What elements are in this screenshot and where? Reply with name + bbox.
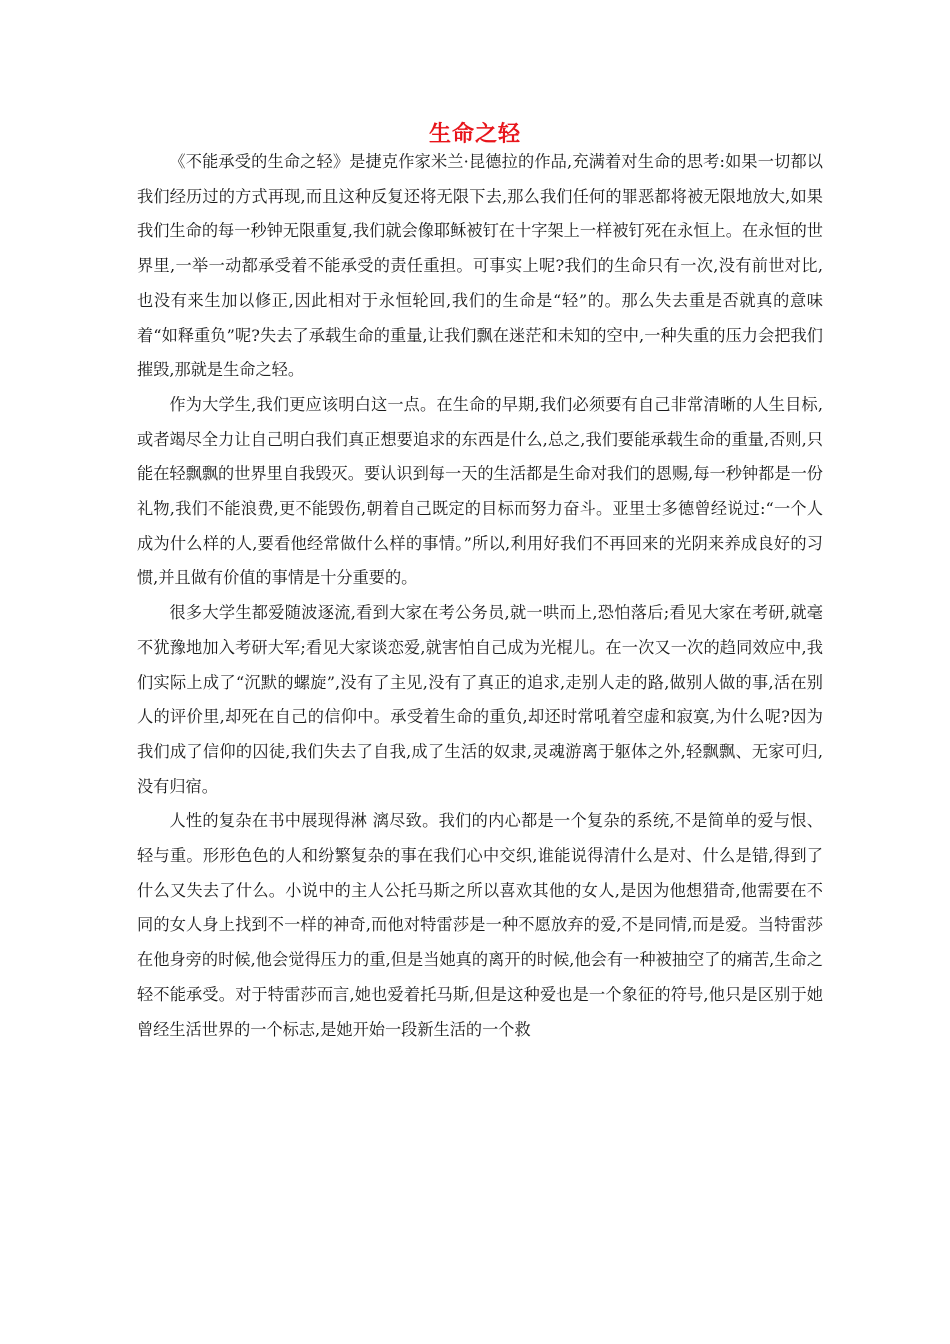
document-body [137, 145, 823, 1047]
paragraph-1: 《不能承受的生命之轻》是捷克作家米兰·昆德拉的作品,充满着对生命的思考:如果一切都以我们经历过的方式再现,而且这种反复还将无限下去,那么我们任何的罪恶都将被无限地放大,如果我们生命的每一秒钟无限重复,我们就会像耶稣被钉在十字架上一样被钉死在永恒上。在永恒的世界里,一举一动都承受着不能承受的责任重担。可事实上呢?我们的生命只有一次,没有前世对比,也没有来生加以修正,因此相对于永恒轮回,我们的生命是“轻”的。那么失去重是否就真的意味着“如释重负”呢?失去了承载生命的重量,让我们飘在迷茫和未知的空中,一种失重的压力会把我们摧毁,那就是生命之轻。 [137, 152, 823, 380]
paragraph-3: 很多大学生都爱随波逐流,看到大家在考公务员,就一哄而上,恐怕落后;看见大家在考研,就毫不犹豫地加入考研大军;看见大家谈恋爱,就害怕自己成为光棍儿。在一次又一次的趋同效应中,我们实际上成了“沉默的螺旋”,没有了主见,没有了真正的追求,走别人走的路,做别人做的事,活在别人的评价里,却死在自己的信仰中。承受着生命的重负,却还时常吼着空虚和寂寞,为什么呢?因为我们成了信仰的囚徒,我们失去了自我,成了生活的奴隶,灵魂游离于躯体之外,轻飘飘、无家可归,没有归宿。 [137, 603, 823, 796]
document-title: 生命之轻 [428, 121, 521, 147]
paragraph-4: 人性的复杂在书中展现得淋 漓尽致。我们的内心都是一个复杂的系统,不是简单的爱与恨、轻与重。形形色色的人和纷繁复杂的事在我们心中交织,谁能说得清什么是对、什么是错,得到了什么又失去了什么。小说中的主人公托马斯之所以喜欢其他的女人,是因为他想猎奇,他需要在不同的女人身上找到不一样的神奇,而他对特雷莎是一种不愿放弃的爱,不是同情,而是爱。当特雷莎在他身旁的时候,他会觉得压力的重,但是当她真的离开的时候,他会有一种被抽空了的痛苦,生命之轻不能承受。对于特雷莎而言,她也爱着托马斯,但是这种爱也是一个象征的符号,他只是区别于她曾经生活世界的一个标志,是她开始一段新生活的一个救 [137, 811, 823, 1039]
paragraph-2: 作为大学生,我们更应该明白这一点。在生命的早期,我们必须要有自己非常清晰的人生目标,或者竭尽全力让自己明白我们真正想要追求的东西是什么,总之,我们要能承载生命的重量,否则,只能在轻飘飘的世界里自我毁灭。要认识到每一天的生活都是生命对我们的恩赐,每一秒钟都是一份礼物,我们不能浪费,更不能毁伤,朝着自己既定的目标而努力奋斗。亚里士多德曾经说过:“一个人成为什么样的人,要看他经常做什么样的事情。”所以,利用好我们不再回来的光阴来养成良好的习惯,并且做有价值的事情是十分重要的。 [137, 394, 823, 588]
